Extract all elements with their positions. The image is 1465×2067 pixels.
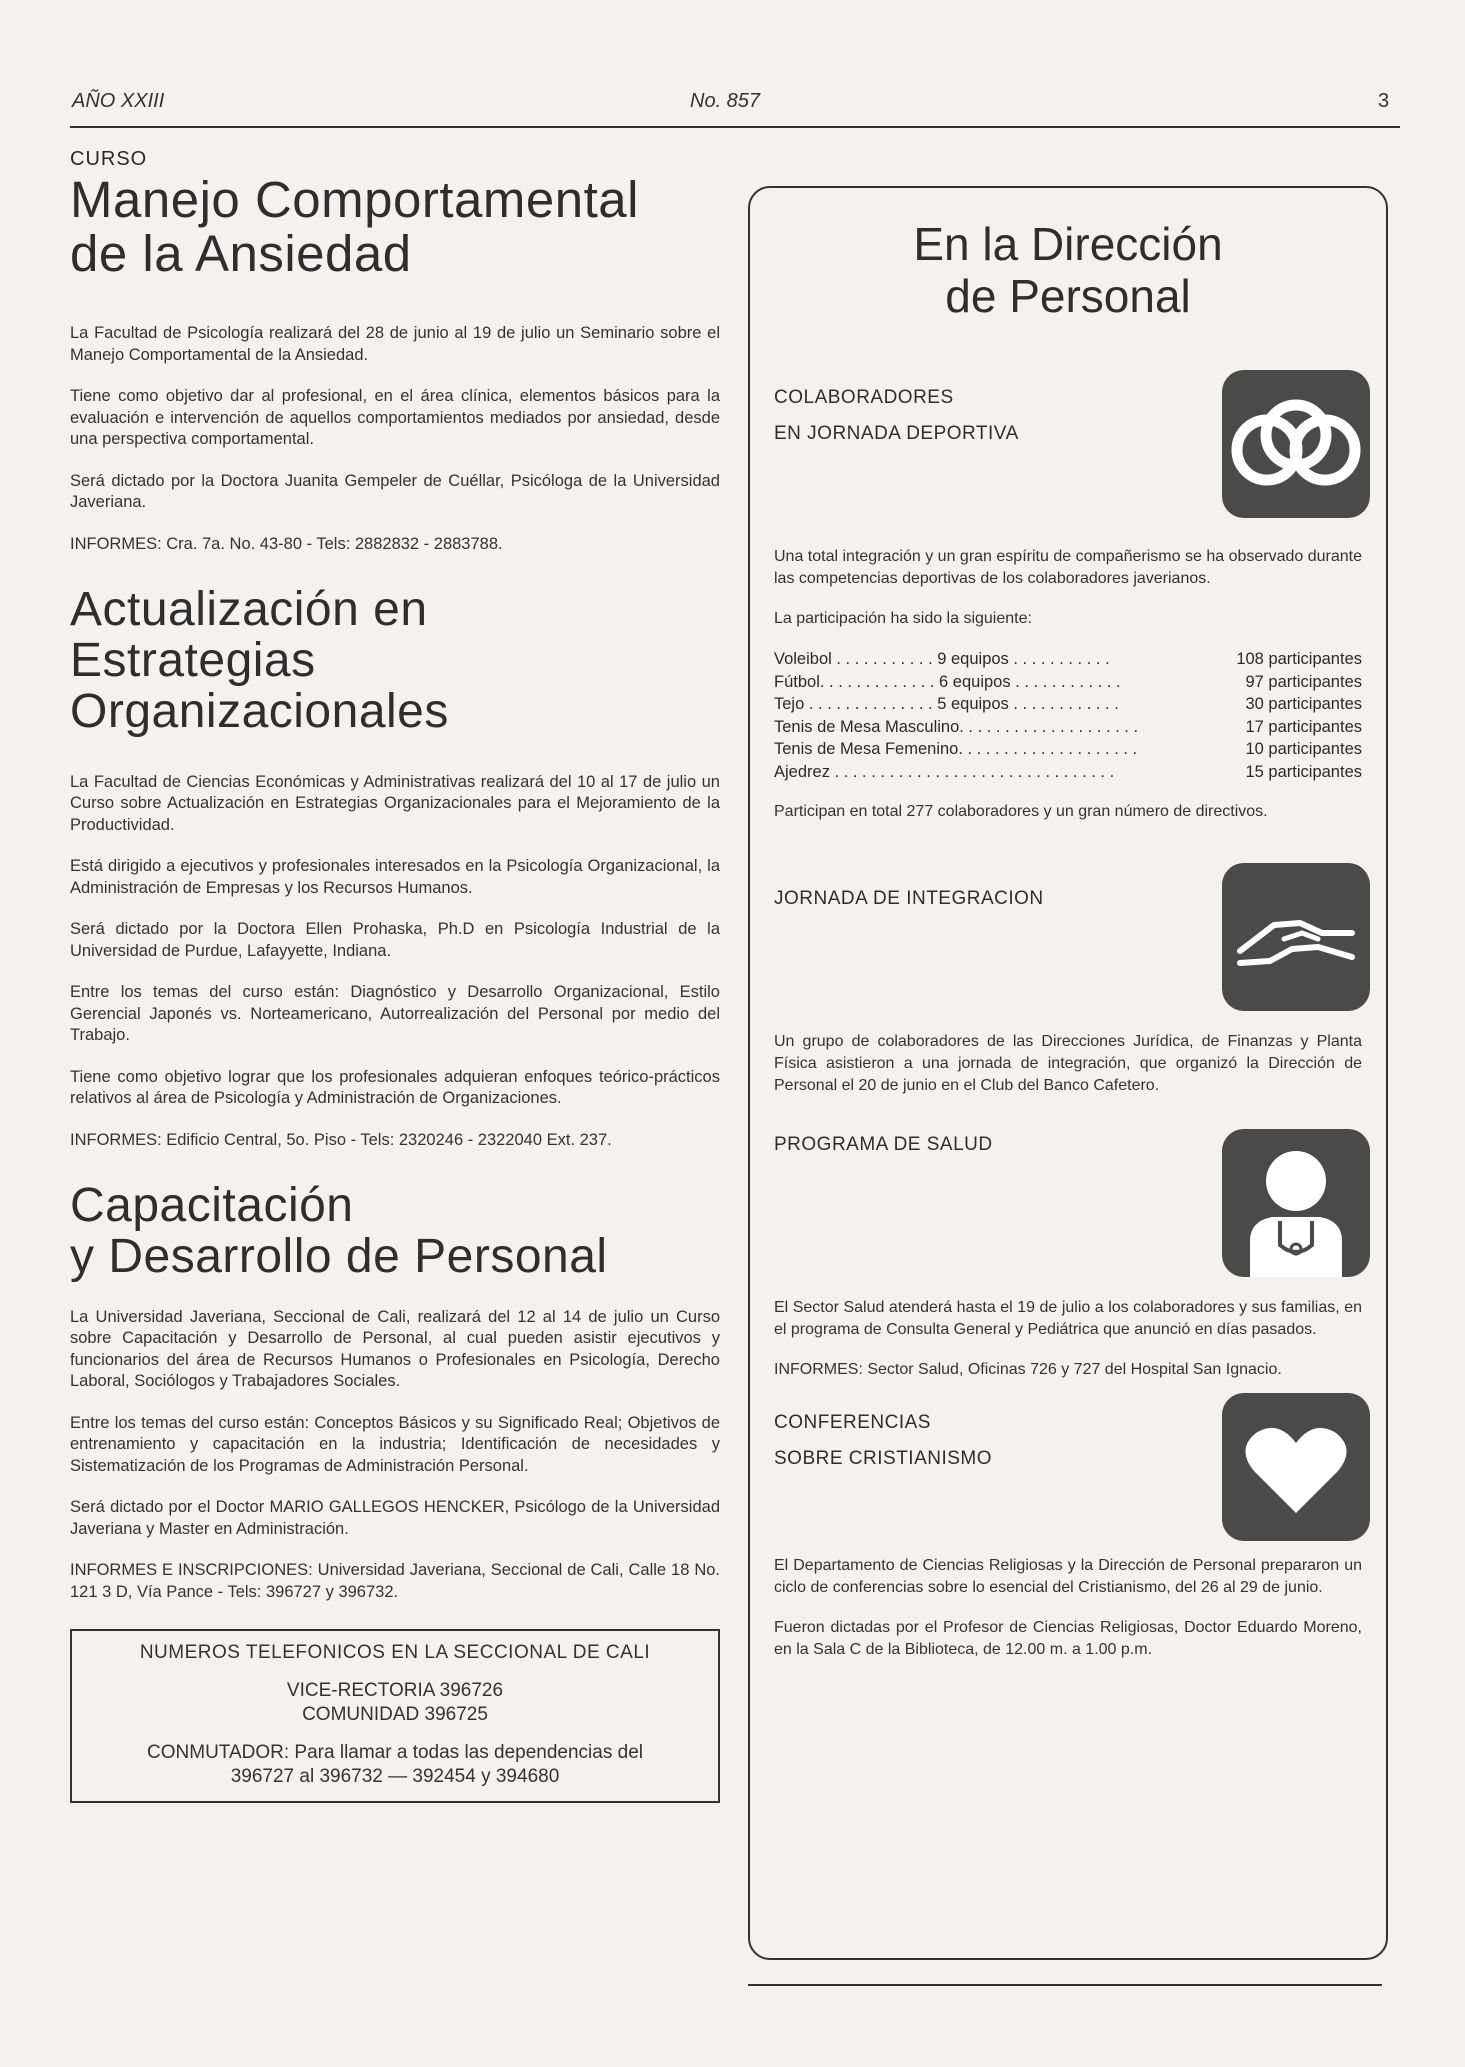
paragraph: El Departamento de Ciencias Religiosas y la Dirección de Personal prepararon un ciclo de conferencias sobre lo esencial del Cristianismo, del 26 al 29 de junio.: [774, 1557, 1362, 1596]
course-training: [70, 1181, 720, 1603]
panel-title-line: de Personal: [945, 270, 1191, 322]
sport-name: Tenis de Mesa Masculino. . . . . . . . . . . . . . . . . . . .: [774, 717, 1139, 736]
title-line: Actualización en: [70, 583, 428, 637]
handshake-icon: [1222, 863, 1370, 1011]
title-line: Organizacionales: [70, 684, 449, 738]
paragraph: Entre los temas del curso están: Conceptos Básicos y su Significado Real; Objetivos de entrenamiento y capacitación en la industria; Identificación de necesidades y Sistematización de los Programas de Administración Personal.: [70, 1413, 720, 1475]
health-section: [750, 1127, 1386, 1297]
sport-participants: 30 participantes: [1245, 695, 1362, 713]
paragraph: La participación ha sido la siguiente:: [774, 610, 1032, 627]
section-heading: PROGRAMA DE SALUD: [774, 1134, 993, 1155]
section-heading: JORNADA DE INTEGRACION: [774, 888, 1044, 909]
paragraph: Entre los temas del curso están: Diagnóstico y Desarrollo Organizacional, Estilo Gerencial Japonés vs. Norteamericano, Autorrealización del Personal por medio del Trabajo.: [70, 983, 720, 1045]
paragraph: Será dictado por la Doctora Juanita Gempeler de Cuéllar, Psicóloga de la Universidad Javeriana.: [70, 471, 720, 512]
sports-row: [774, 693, 1362, 716]
sport-participants: 108 participantes: [1236, 650, 1362, 668]
title-line: Capacitación: [70, 1179, 354, 1233]
panel-title: [750, 218, 1386, 322]
paragraph: Tiene como objetivo dar al profesional, en el área clínica, elementos básicos para la evaluación e intervención de aquellos comportamientos mediados por ansiedad, desde una perspectiva comportamental.: [70, 387, 720, 449]
section-heading: SOBRE CRISTIANISMO: [774, 1448, 993, 1469]
sport-name: Voleibol . . . . . . . . . . . 9 equipos . . . . . . . . . . .: [774, 650, 1110, 668]
course-training-title: [70, 1181, 720, 1283]
title-line: Estrategias: [70, 633, 316, 687]
sport-participants: 10 participantes: [1245, 740, 1362, 758]
title-line: Manejo Comportamental: [70, 171, 639, 228]
christianity-body: [750, 1555, 1386, 1661]
paragraph: Una total integración y un gran espíritu de compañerismo se ha observado durante las competencias deportivas de los colaboradores javerianos.: [774, 548, 1362, 587]
sport-name: Tenis de Mesa Femenino. . . . . . . . . . . . . . . . . . . .: [774, 740, 1138, 758]
paragraph: Será dictado por el Doctor MARIO GALLEGOS HENCKER, Psicólogo de la Universidad Javeriana y Master en Administración.: [70, 1498, 720, 1538]
paragraph: INFORMES: Edificio Central, 5o. Piso - Tels: 2320246 - 2322040 Ext. 237.: [70, 1130, 612, 1149]
paragraph: Fueron dictadas por el Profesor de Ciencias Religiosas, Doctor Eduardo Moreno, en la Sala C de la Biblioteca, de 12.00 m. a 1.00 p.m.: [774, 1619, 1362, 1658]
sport-name: Ajedrez . . . . . . . . . . . . . . . . . . . . . . . . . . . . . . .: [774, 762, 1115, 781]
health-body: [750, 1297, 1386, 1381]
sports-row: [774, 648, 1362, 671]
course-strategies-title: [70, 585, 720, 738]
panel-title-line: En la Dirección: [913, 218, 1223, 270]
paragraph: Será dictado por la Doctora Ellen Prohaska, Ph.D en Psicología Industrial de la Universidad de Purdue, Lafayyette, Indiana.: [70, 920, 720, 960]
course-strategies: [70, 585, 720, 1151]
phonebox-title: NUMEROS TELEFONICOS EN LA SECCIONAL DE CALI: [139, 1642, 651, 1664]
paragraph: La Facultad de Psicología realizará del 28 de junio al 19 de julio un Seminario sobre el Manejo Comportamental de la Ansiedad.: [70, 324, 720, 364]
left-column: [70, 148, 720, 1803]
bottom-rule: [748, 1984, 1382, 1986]
christianity-section: [750, 1405, 1386, 1555]
phonebox-line: 396727 al 396732 — 392454 y 394680: [230, 1766, 560, 1788]
sport-name: Tejo . . . . . . . . . . . . . . 5 equipos . . . . . . . . . . . .: [774, 695, 1119, 713]
phone-numbers-box: [70, 1629, 720, 1803]
personnel-panel: [748, 186, 1388, 1960]
sports-row: [774, 761, 1362, 784]
header-rule: [70, 126, 1400, 128]
course-kicker: CURSO: [70, 148, 148, 170]
paragraph: Está dirigido a ejecutivos y profesionales interesados en la Psicología Organizacional, la Administración de Empresas y los Recursos Humanos.: [70, 857, 720, 897]
section-heading: COLABORADORES: [774, 387, 954, 408]
title-line: y Desarrollo de Personal: [70, 1230, 608, 1284]
year-label: AÑO XXIII: [72, 90, 165, 112]
sport-participants: 17 participantes: [1245, 717, 1362, 736]
phonebox-line: CONMUTADOR: Para llamar a todas las dependencias del: [147, 1742, 643, 1764]
integration-body: [750, 1031, 1386, 1097]
phonebox-line: VICE-RECTORIA 396726: [286, 1680, 504, 1702]
paragraph: Un grupo de colaboradores de las Direcciones Jurídica, de Finanzas y Planta Física asistieron a una jornada de integración, que organizó la Dirección de Personal el 20 de junio en el Club del Banco Cafetero.: [774, 1033, 1362, 1094]
sports-body: [750, 546, 1386, 823]
sport-name: Fútbol. . . . . . . . . . . . . 6 equipos . . . . . . . . . . . .: [774, 672, 1121, 691]
course-anxiety-title: [70, 173, 720, 281]
sport-participants: 97 participantes: [1245, 672, 1362, 691]
paragraph: La Universidad Javeriana, Seccional de Cali, realizará del 12 al 14 de julio un Curso sobre Capacitación y Desarrollo de Personal, al cual pueden asistir ejecutivos y funcionarios del área de Recursos Humanos o Profesionales en Psicología, Derecho Laboral, Sociólogos y Trabajadores Sociales.: [70, 1307, 720, 1391]
paragraph: Tiene como objetivo lograr que los profesionales adquieran enfoques teórico-prácticos relativos al área de Psicología y Administración de Organizaciones.: [70, 1067, 720, 1108]
paragraph: INFORMES: Sector Salud, Oficinas 726 y 727 del Hospital San Ignacio.: [774, 1361, 1282, 1378]
title-line: de la Ansiedad: [70, 225, 412, 283]
section-heading: EN JORNADA DEPORTIVA: [774, 423, 1019, 444]
phonebox-line: COMUNIDAD 396725: [302, 1704, 488, 1726]
paragraph: La Facultad de Ciencias Económicas y Administrativas realizará del 10 al 17 de julio un Curso sobre Actualización en Estrategias Organizacionales para el Mejoramiento de la Productividad.: [70, 772, 720, 834]
integration-section: [750, 881, 1386, 1031]
rings-icon: [1222, 370, 1370, 518]
sport-participants: 15 participantes: [1245, 762, 1362, 781]
page-number: 3: [1378, 90, 1390, 112]
paragraph: INFORMES E INSCRIPCIONES: Universidad Javeriana, Seccional de Cali, Calle 18 No. 121 3 D, Vía Pance - Tels: 396727 y 396732.: [70, 1561, 720, 1601]
sports-row: [774, 716, 1362, 739]
paragraph: Participan en total 277 colaboradores y un gran número de directivos.: [774, 803, 1268, 820]
paragraph: INFORMES: Cra. 7a. No. 43-80 - Tels: 2882832 - 2883788.: [70, 534, 503, 553]
section-heading: CONFERENCIAS: [774, 1412, 931, 1433]
course-anxiety: [70, 148, 720, 555]
sports-table: [774, 648, 1362, 783]
sports-row: [774, 738, 1362, 761]
sports-section: [750, 370, 1386, 546]
sports-row: [774, 671, 1362, 694]
paragraph: El Sector Salud atenderá hasta el 19 de julio a los colaboradores y sus familias, en el programa de Consulta General y Pediátrica que anunció en días pasados.: [774, 1299, 1362, 1338]
heart-icon: [1222, 1393, 1370, 1541]
issue-number: No. 857: [690, 90, 761, 112]
doctor-icon: [1222, 1129, 1370, 1277]
